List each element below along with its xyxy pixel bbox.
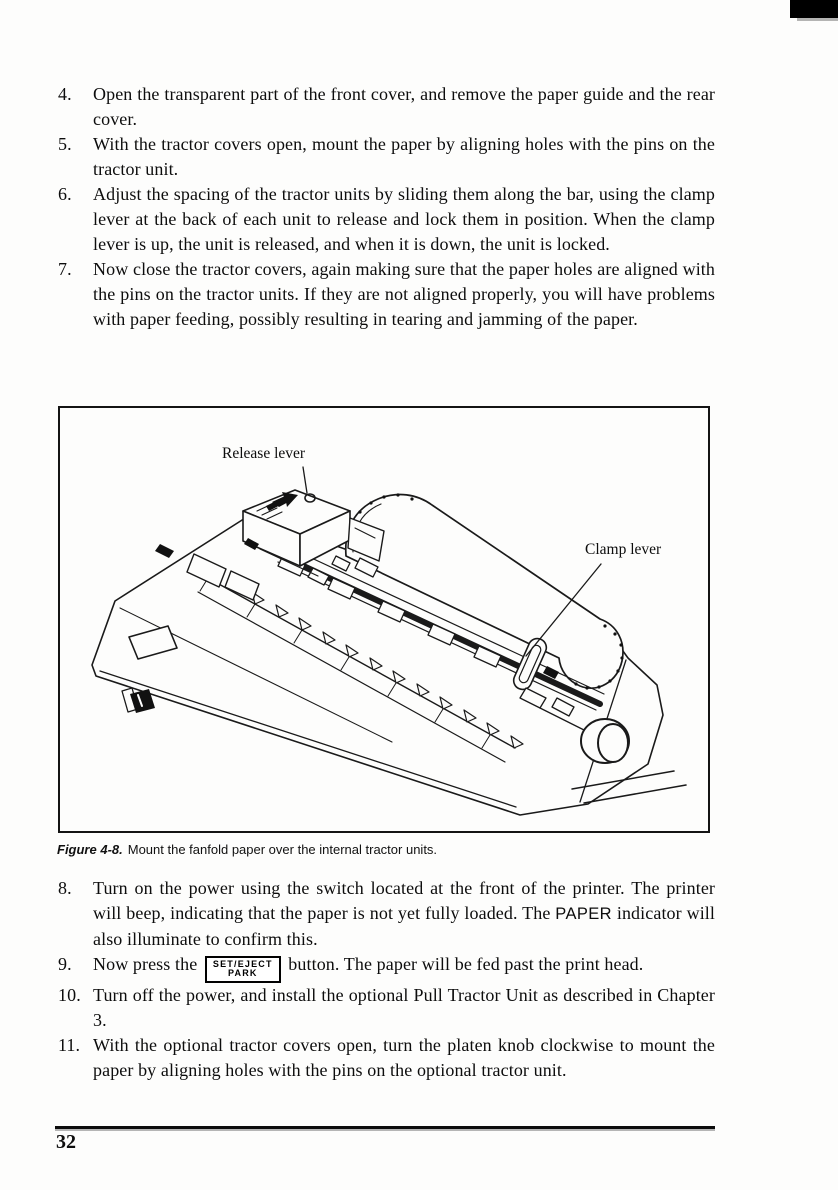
step-text: With the tractor covers open, mount the paper by aligning holes with the pins on the tractor unit. <box>93 134 715 179</box>
step-item <box>57 82 715 132</box>
step-number: 8. <box>58 878 72 898</box>
step-text: With the optional tractor covers open, turn the platen knob clockwise to mount the paper by aligning holes with the pins on the optional tractor unit. <box>93 1034 715 1080</box>
step-text: Adjust the spacing of the tractor units by sliding them along the bar, using the clamp lever at the back of each unit to release and lock them in position. When the clamp lever is up, the unit is released, and when it is down, the unit is locked. <box>93 184 715 254</box>
step-text: Turn on the power using the switch located at the front of the printer. The printer will beep, indicating that the paper is not yet fully loaded. The <box>93 878 715 923</box>
step-number: 5. <box>58 134 72 154</box>
rim-accent <box>155 544 174 558</box>
corner-print-mark <box>790 0 838 18</box>
footer-rule <box>55 1126 715 1129</box>
step-item <box>57 876 715 952</box>
figure-caption <box>57 842 437 857</box>
steps-upper <box>57 82 715 332</box>
step-number: 6. <box>58 184 72 204</box>
step-text: button. The paper will be fed past the print head. <box>283 954 644 974</box>
key-line: PARK <box>227 968 258 978</box>
step-text: indicator will also illuminate to confirm this. <box>93 903 715 949</box>
step-number: 4. <box>58 84 72 104</box>
step-item <box>57 983 715 1033</box>
step-item <box>57 132 715 182</box>
page-number: 32 <box>56 1131 76 1153</box>
set-eject-park-key <box>205 956 281 983</box>
key-line: SET/EJECT <box>212 958 273 969</box>
release-label-leader <box>303 467 307 493</box>
figure-4-8 <box>58 406 710 833</box>
step-text: Open the transparent part of the front cover, and remove the paper guide and the rear cover. <box>93 84 715 129</box>
steps-lower <box>57 876 715 1083</box>
release-lever-label: Release lever <box>222 445 306 462</box>
platen-knob-inner <box>598 724 628 762</box>
step-item <box>57 1033 715 1083</box>
step-number: 11. <box>58 1034 81 1055</box>
step-number: 7. <box>58 259 72 279</box>
step-item <box>57 952 715 983</box>
figure-caption-text: Mount the fanfold paper over the internal tractor units. <box>127 842 438 857</box>
step-text: Now close the tractor covers, again making sure that the paper holes are aligned with the pins on the tractor units. If they are not aligned properly, you will have problems with paper feeding, possibly resulting in tearing and jamming of the paper. <box>93 259 715 329</box>
step-text: Now press the <box>93 954 202 974</box>
step-item <box>57 257 715 332</box>
step-item <box>57 182 715 257</box>
clamp-lever-label: Clamp lever <box>585 541 662 558</box>
printer-figure-drawing <box>60 408 708 831</box>
step-number: 9. <box>58 954 72 974</box>
paper-indicator-text: PAPER <box>555 905 612 923</box>
step-number: 10. <box>58 984 81 1005</box>
figure-caption-title: Figure 4-8. <box>57 842 123 857</box>
step-text: Turn off the power, and install the optional Pull Tractor Unit as described in Chapter 3. <box>93 984 715 1030</box>
scan-smudge <box>797 18 838 21</box>
